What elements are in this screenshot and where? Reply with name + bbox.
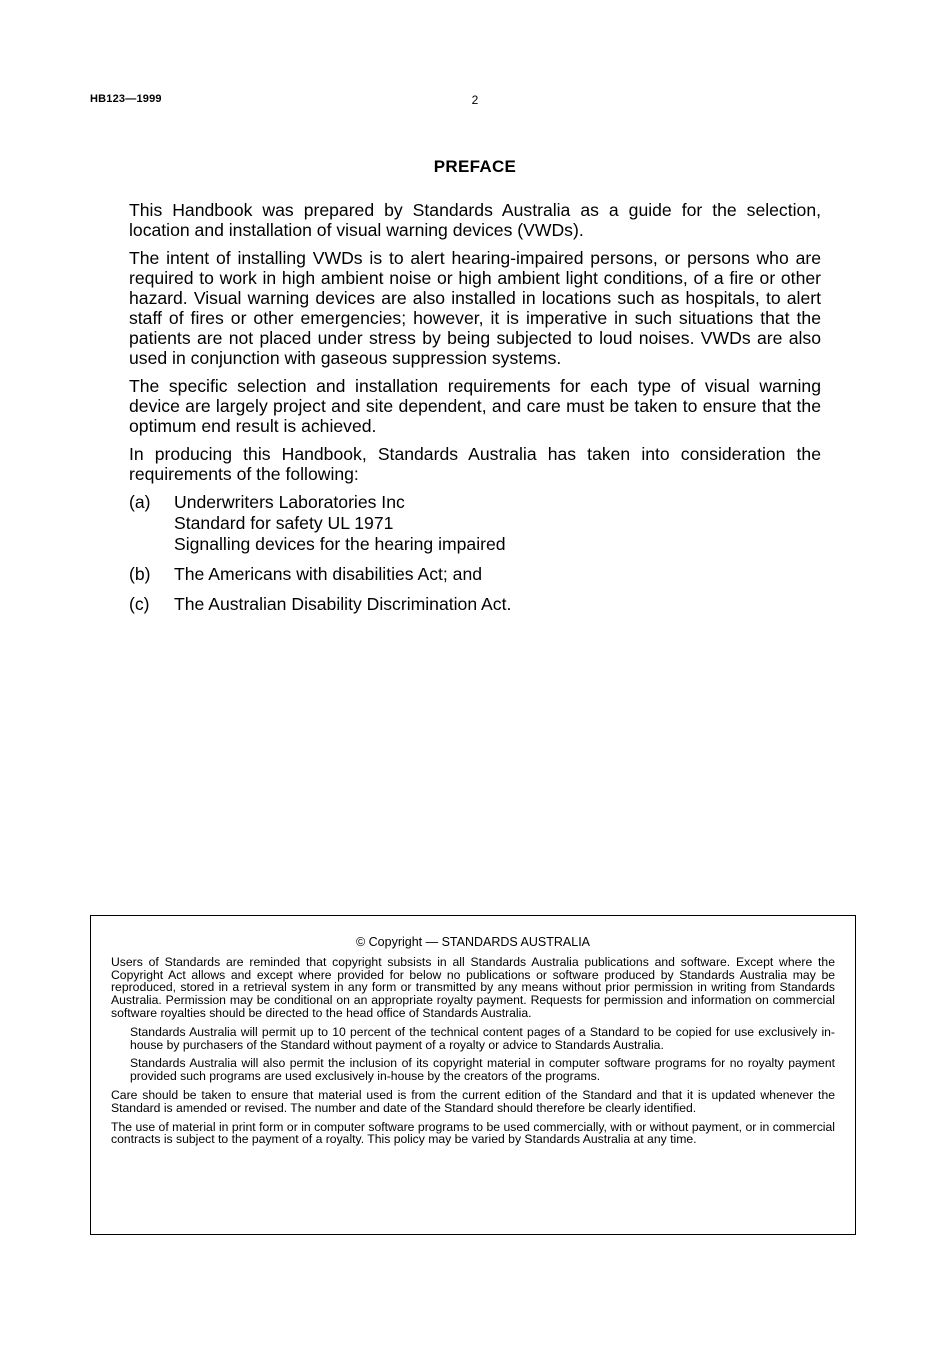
list-label: (a)	[129, 492, 151, 512]
copyright-paragraph-2: Standards Australia will permit up to 10 percent of the technical content pages of a Standard to be copied for use exclusively in-house by purchasers of the Standard without payment of a royalty or advice to Standards Australia.	[130, 1024, 835, 1052]
list-line: The Australian Disability Discrimination Act.	[174, 594, 512, 614]
page-number: 2	[471, 93, 479, 107]
list-content	[174, 564, 821, 585]
list-item-b	[129, 564, 821, 585]
list-content	[174, 492, 821, 555]
list-item-c	[129, 594, 821, 615]
list-label: (b)	[129, 564, 151, 584]
preface-paragraph-3: The specific selection and installation requirements for each type of visual warning device are largely project and site dependent, and care must be taken to ensure that the optimum end result is achieved.	[129, 376, 821, 436]
copyright-paragraph-5: The use of material in print form or in computer software programs to be used commercially, with or without payment, or in commercial contracts is subject to the payment of a royalty. This policy may be varied by Standards Australia at any time.	[111, 1119, 835, 1147]
page-title: PREFACE	[433, 157, 517, 176]
running-header-doc-id: HB123—1999	[90, 93, 162, 105]
copyright-paragraph-1: Users of Standards are reminded that copyright subsists in all Standards Australia publications and software. Except where the Copyright Act allows and except where provided for below no publications or software produced by Standards Australia may be reproduced, stored in a retrieval system in any form or transmitted by any means without prior permission in writing from Standards Australia. Permission may be conditional on an appropriate royalty payment. Requests for permission and information on commercial software royalties should be directed to the head office of Standards Australia.	[111, 954, 835, 1020]
copyright-paragraph-3: Standards Australia will also permit the inclusion of its copyright material in computer software programs for no royalty payment provided such programs are used exclusively in-house by the creators of the programs.	[130, 1056, 835, 1084]
copyright-paragraph-4: Care should be taken to ensure that material used is from the current edition of the Standard and that it is updated whenever the Standard is amended or revised. The number and date of the Standard should therefore be clearly identified.	[111, 1087, 835, 1115]
list-item-a	[129, 492, 821, 555]
copyright-title: © Copyright — STANDARDS AUSTRALIA	[355, 935, 591, 949]
list-line: Signalling devices for the hearing impaired	[174, 534, 506, 554]
preface-paragraph-1: This Handbook was prepared by Standards Australia as a guide for the selection, location and installation of visual warning devices (VWDs).	[129, 200, 821, 240]
list-line: Underwriters Laboratories Inc	[174, 492, 405, 512]
preface-body	[129, 200, 821, 624]
preface-paragraph-2: The intent of installing VWDs is to alert hearing-impaired persons, or persons who are required to work in high ambient noise or high ambient light conditions, of a fire or other hazard. Visual warning devices are also installed in locations such as hospitals, to alert staff of fires or other emergencies; however, it is imperative in such situations that the patients are not placed under stress by being subjected to loud noises. VWDs are also used in conjunction with gaseous suppression systems.	[129, 248, 821, 368]
list-label: (c)	[129, 594, 150, 614]
list-line: The Americans with disabilities Act; and	[174, 564, 483, 584]
copyright-notice-box	[90, 915, 856, 1235]
list-content	[174, 594, 821, 615]
preface-paragraph-4: In producing this Handbook, Standards Australia has taken into consideration the requirements of the following:	[129, 444, 821, 484]
list-line: Standard for safety UL 1971	[174, 513, 394, 533]
